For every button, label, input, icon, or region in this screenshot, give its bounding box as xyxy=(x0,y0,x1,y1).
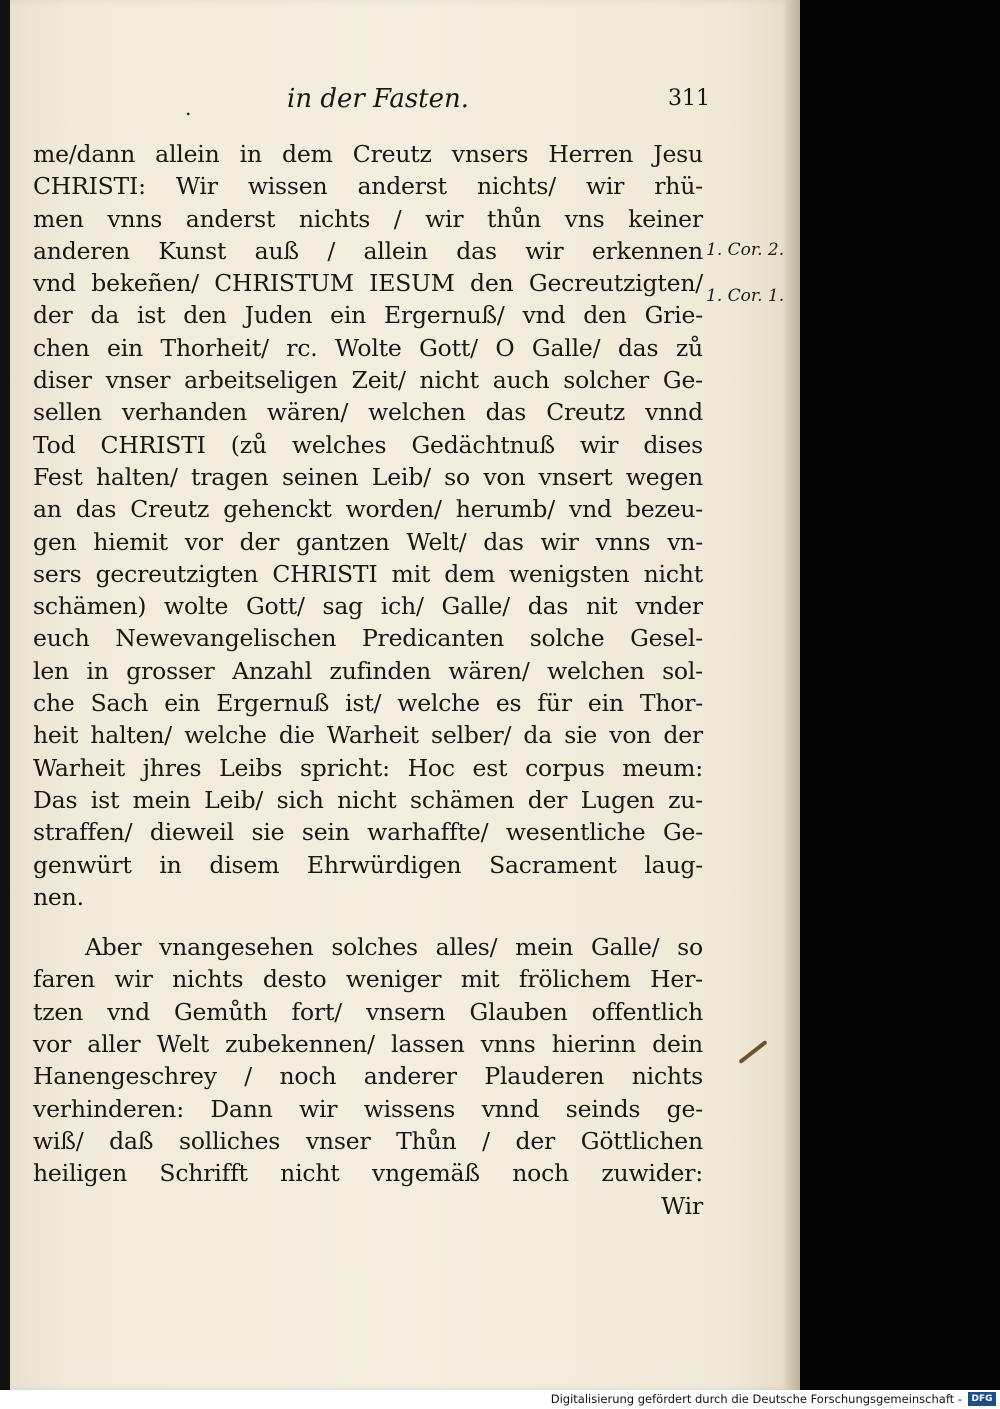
word: Thorheit/ xyxy=(160,333,269,362)
word: Creutz xyxy=(546,398,626,427)
word: vnder xyxy=(635,592,703,621)
paragraph-gap xyxy=(33,913,703,931)
text-line xyxy=(33,1060,703,1092)
word: thůn xyxy=(486,204,542,233)
word: rc. xyxy=(286,333,318,362)
text-line xyxy=(33,1093,703,1125)
word: erkennen xyxy=(591,236,703,265)
text-line xyxy=(33,461,703,493)
word: bezeu- xyxy=(625,495,703,524)
word: vor xyxy=(184,527,223,556)
word: / xyxy=(482,1126,490,1155)
word: Gedächtnuß xyxy=(411,430,555,459)
word: halten/ xyxy=(96,462,178,491)
word: ge- xyxy=(666,1094,703,1123)
word: Gecreutzigten/ xyxy=(528,269,703,298)
word: verhanden xyxy=(121,398,247,427)
word: mein xyxy=(515,933,574,962)
word: gantzen xyxy=(295,527,390,556)
word: sich xyxy=(276,785,324,814)
word: mit xyxy=(391,559,431,588)
word: das xyxy=(75,495,117,524)
text-line xyxy=(33,203,703,235)
word: wären/ xyxy=(266,398,349,427)
word: Creutz xyxy=(130,495,210,524)
word: vns xyxy=(564,204,605,233)
word: welches xyxy=(291,430,387,459)
word: alles/ xyxy=(435,933,498,962)
word: sie xyxy=(251,818,285,847)
word: verhinderen: xyxy=(33,1094,184,1123)
word: men xyxy=(33,204,84,233)
footer-bar xyxy=(0,1390,1000,1409)
word: wir xyxy=(540,527,579,556)
word: Glauben xyxy=(469,997,568,1026)
word: wären/ xyxy=(448,656,530,685)
word: vnser xyxy=(105,366,171,395)
word: Zeit/ xyxy=(351,366,406,395)
word: worden/ xyxy=(345,495,442,524)
word: Thůn xyxy=(396,1126,457,1155)
word: nit xyxy=(586,592,618,621)
word: da xyxy=(90,301,120,330)
word: dein xyxy=(652,1030,703,1059)
word: corpus xyxy=(525,753,605,782)
text-line xyxy=(33,752,703,784)
word: wissen xyxy=(247,172,328,201)
word: sers xyxy=(33,559,82,588)
word: solches xyxy=(331,933,418,962)
word: wiß/ xyxy=(33,1126,84,1155)
word: vngemäß xyxy=(371,1159,480,1188)
margin-note-1: 1. Cor. 2. xyxy=(706,240,785,260)
word: heit xyxy=(33,721,79,750)
word: genwürt xyxy=(33,850,132,879)
word: gecreutzigten xyxy=(95,559,259,588)
word: che xyxy=(33,689,75,718)
word: noch xyxy=(279,1062,337,1091)
word: faren xyxy=(33,965,95,994)
body-text xyxy=(33,138,703,1222)
word: das xyxy=(456,236,497,265)
word: seinds xyxy=(565,1094,641,1123)
word: / xyxy=(393,204,402,233)
word: Wolte xyxy=(335,333,402,362)
word: vnns xyxy=(595,527,651,556)
word: diser xyxy=(33,366,92,395)
word: Kunst xyxy=(158,236,227,265)
word: Gemůth xyxy=(173,997,268,1026)
word: Jesu xyxy=(653,140,703,168)
word: ist/ xyxy=(345,689,382,718)
word: mit xyxy=(460,965,500,994)
word: Ge- xyxy=(662,366,703,395)
word: dieweil xyxy=(149,818,234,847)
word: straffen/ xyxy=(33,818,133,847)
word: jhres xyxy=(142,753,202,782)
text-line xyxy=(33,719,703,751)
word: Dann xyxy=(210,1094,273,1123)
word: zufinden xyxy=(329,656,431,685)
word: keiner xyxy=(628,204,703,233)
text-line xyxy=(33,784,703,816)
word: ist xyxy=(90,785,120,814)
word: euch xyxy=(33,624,90,653)
word: Ge- xyxy=(662,818,703,847)
word: hiemit xyxy=(93,527,168,556)
word: wesentliche xyxy=(505,818,646,847)
word: anderst xyxy=(185,204,276,233)
word: (zů xyxy=(230,430,267,459)
word: vnnd xyxy=(645,398,703,427)
word: Galle/ xyxy=(590,933,660,962)
text-line xyxy=(33,170,703,202)
text-line xyxy=(33,996,703,1028)
word: wir xyxy=(425,204,464,233)
word: ich/ xyxy=(380,592,424,621)
text-line xyxy=(33,1157,703,1189)
word: Juden xyxy=(244,301,313,330)
word: grosser xyxy=(126,656,215,685)
word: Wir xyxy=(175,172,218,201)
text-line xyxy=(33,299,703,331)
word: sag xyxy=(322,592,363,621)
word: CHRISTI: xyxy=(33,172,146,201)
scan-border-left xyxy=(0,0,10,1392)
header-dot: . xyxy=(185,96,192,120)
text-line xyxy=(33,816,703,848)
word: gen xyxy=(33,527,77,556)
word: von xyxy=(483,462,526,491)
word: auß xyxy=(254,236,299,265)
text-line xyxy=(33,881,703,913)
word: Schrifft xyxy=(159,1159,248,1188)
word: in xyxy=(239,140,262,168)
text-line xyxy=(33,396,703,428)
word: fort/ xyxy=(291,997,342,1026)
word: der xyxy=(515,1126,556,1155)
word: disem xyxy=(209,850,280,879)
page-number: 311 xyxy=(668,86,710,111)
word: Her- xyxy=(650,965,703,994)
word: dises xyxy=(643,430,703,459)
word: laug- xyxy=(644,850,703,879)
word: wir xyxy=(114,965,153,994)
word: das xyxy=(483,527,524,556)
word: / xyxy=(327,236,336,265)
word: das xyxy=(527,592,569,621)
word: den xyxy=(469,269,514,298)
word: allein xyxy=(363,236,428,265)
word: vnd xyxy=(33,269,76,298)
word: ein xyxy=(164,689,201,718)
word: heiligen xyxy=(33,1159,128,1188)
word: welchen xyxy=(368,398,466,427)
word: Göttlichen xyxy=(580,1126,703,1155)
word: Ergernuß/ xyxy=(383,301,505,330)
word: Hanengeschrey xyxy=(33,1062,217,1091)
word: sellen xyxy=(33,398,102,427)
text-line xyxy=(33,931,703,963)
text-line xyxy=(33,429,703,461)
text-line xyxy=(33,655,703,687)
word: den xyxy=(583,301,627,330)
word: Ehrwürdigen xyxy=(306,850,462,879)
word: welche xyxy=(397,689,480,718)
word: aller xyxy=(87,1030,141,1059)
catchword-line xyxy=(33,1190,703,1222)
word: anderst xyxy=(357,172,447,201)
word: auch xyxy=(492,366,550,395)
word: arbeitseligen xyxy=(184,366,338,395)
word: CHRISTI xyxy=(100,430,206,459)
word: welche xyxy=(184,721,267,750)
catchword: Wir xyxy=(661,1191,703,1220)
word: nichts/ xyxy=(476,172,556,201)
word: Welt/ xyxy=(406,527,467,556)
word: von xyxy=(609,721,652,750)
word: selber/ xyxy=(431,721,512,750)
word: das xyxy=(485,398,527,427)
word: herumb/ xyxy=(455,495,555,524)
word: nicht xyxy=(643,559,703,588)
word: Ergernuß xyxy=(216,689,330,718)
word: Welt xyxy=(156,1030,209,1059)
word: wir xyxy=(579,430,619,459)
word: Tod xyxy=(33,430,76,459)
word: in xyxy=(86,656,109,685)
word: Leib/ xyxy=(371,462,431,491)
word: so xyxy=(444,462,470,491)
word: daß xyxy=(109,1126,154,1155)
word: nicht xyxy=(419,366,479,395)
word: so xyxy=(677,933,703,962)
text-line xyxy=(33,687,703,719)
word: gehenckt xyxy=(223,495,332,524)
word: halten/ xyxy=(90,721,173,750)
text-line xyxy=(33,558,703,590)
word: die xyxy=(278,721,315,750)
word: Lugen xyxy=(580,785,655,814)
word: es xyxy=(495,689,522,718)
word: nen. xyxy=(33,882,84,911)
word: dem xyxy=(444,559,495,588)
word: ein xyxy=(587,689,624,718)
word: Fest xyxy=(33,462,83,491)
word: Hoc xyxy=(407,753,455,782)
word: der xyxy=(663,721,703,750)
word: Newevangelischen xyxy=(115,624,337,653)
word: der xyxy=(239,527,280,556)
word: rhü- xyxy=(654,172,703,201)
word: seinen xyxy=(281,462,359,491)
word: Gott/ xyxy=(419,333,478,362)
word: Galle/ xyxy=(441,592,510,621)
word: / xyxy=(244,1062,253,1091)
word: nichts xyxy=(298,204,371,233)
word: zů xyxy=(675,333,703,362)
page-edge xyxy=(786,0,800,1390)
word: schämen xyxy=(409,785,515,814)
word: zu- xyxy=(668,785,703,814)
word: Herren xyxy=(548,140,634,168)
word: ein xyxy=(107,333,143,362)
word: wolte xyxy=(164,592,229,621)
word: Leibs xyxy=(219,753,283,782)
page-header xyxy=(10,82,790,122)
word: solcher xyxy=(563,366,650,395)
word: warhaffte/ xyxy=(367,818,489,847)
word: solliches xyxy=(178,1126,281,1155)
word: Galle/ xyxy=(531,333,601,362)
text-line xyxy=(33,622,703,654)
text-line xyxy=(33,1125,703,1157)
word: Aber xyxy=(85,933,142,962)
margin-note-2: 1. Cor. 1. xyxy=(706,286,785,306)
dfg-logo: DFG xyxy=(968,1392,996,1406)
word: für xyxy=(537,689,572,718)
word: len xyxy=(33,656,69,685)
word: wir xyxy=(299,1094,338,1123)
word: sol- xyxy=(662,656,703,685)
word: nicht xyxy=(280,1159,340,1188)
word: vnns xyxy=(480,1030,536,1059)
word: nichts xyxy=(631,1062,703,1091)
word: nichts xyxy=(172,965,244,994)
word: Gott/ xyxy=(245,592,305,621)
word: IESUM xyxy=(369,269,455,298)
word: bekeñen/ xyxy=(91,269,199,298)
word: Plauderen xyxy=(484,1062,605,1091)
word: hierinn xyxy=(551,1030,636,1059)
word: vnangesehen xyxy=(159,933,314,962)
word: vnsert xyxy=(538,462,613,491)
word: solche xyxy=(529,624,605,653)
word: spricht: xyxy=(299,753,390,782)
text-line xyxy=(33,849,703,881)
word: Sach xyxy=(90,689,149,718)
word: desto xyxy=(262,965,327,994)
word: vnd xyxy=(569,495,612,524)
word: Thor- xyxy=(639,689,703,718)
text-line xyxy=(33,364,703,396)
word: Sacrament xyxy=(489,850,617,879)
word: in xyxy=(159,850,182,879)
word: Creutz xyxy=(352,140,432,168)
word: est xyxy=(472,753,508,782)
word: lassen xyxy=(391,1030,465,1059)
scan-background xyxy=(800,0,1000,1390)
word: vnd xyxy=(522,301,566,330)
word: vnser xyxy=(305,1126,371,1155)
word: offentlich xyxy=(591,997,703,1026)
word: Warheit xyxy=(326,721,419,750)
word: dem xyxy=(282,140,333,168)
word: zubekennen/ xyxy=(225,1030,375,1059)
word: zuwider: xyxy=(601,1159,703,1188)
word: Das xyxy=(33,785,78,814)
word: Leib/ xyxy=(204,785,264,814)
word: wegen xyxy=(625,462,703,491)
word: schämen) xyxy=(33,592,147,621)
word: allein xyxy=(155,140,220,168)
word: wir xyxy=(525,236,564,265)
word: der xyxy=(33,301,73,330)
word: CHRISTI xyxy=(272,559,378,588)
word: vn- xyxy=(667,527,703,556)
word: an xyxy=(33,495,62,524)
word: vor xyxy=(33,1030,72,1059)
text-line xyxy=(33,332,703,364)
word: mein xyxy=(132,785,191,814)
word: ein xyxy=(330,301,367,330)
word: welchen xyxy=(547,656,645,685)
word: Grie- xyxy=(644,301,703,330)
word: vnsern xyxy=(365,997,446,1026)
word: vnd xyxy=(107,997,150,1026)
word: der xyxy=(527,785,568,814)
word: wir xyxy=(585,172,625,201)
text-line xyxy=(33,1028,703,1060)
text-line xyxy=(33,235,703,267)
word: da xyxy=(523,721,553,750)
word: Gesel- xyxy=(630,624,703,653)
word: tragen xyxy=(191,462,269,491)
word: anderen xyxy=(33,236,130,265)
word: vnns xyxy=(107,204,163,233)
text-line xyxy=(33,526,703,558)
word: wenigsten xyxy=(509,559,630,588)
word: anderer xyxy=(363,1062,457,1091)
word: tzen xyxy=(33,997,84,1026)
text-line xyxy=(33,590,703,622)
text-line xyxy=(33,267,703,299)
text-line xyxy=(33,963,703,995)
word: Warheit xyxy=(33,753,125,782)
word: frölichem xyxy=(518,965,631,994)
word: me/dann xyxy=(33,140,136,168)
word: O xyxy=(495,333,515,362)
word: das xyxy=(617,333,659,362)
word: meum: xyxy=(622,753,703,782)
word: vnnd xyxy=(481,1094,540,1123)
word: den xyxy=(183,301,227,330)
word: noch xyxy=(512,1159,569,1188)
word: chen xyxy=(33,333,90,362)
word: ist xyxy=(136,301,166,330)
footer-credit: Digitalisierung gefördert durch die Deutsche Forschungsgemeinschaft - xyxy=(550,1392,962,1406)
text-line xyxy=(33,493,703,525)
text-line xyxy=(33,138,703,170)
word: wissens xyxy=(363,1094,456,1123)
word: weniger xyxy=(345,965,442,994)
running-title: in der Fasten. xyxy=(287,84,470,114)
word: sie xyxy=(564,721,598,750)
word: sein xyxy=(301,818,350,847)
word: Anzahl xyxy=(232,656,313,685)
word: Predicanten xyxy=(361,624,505,653)
word: nicht xyxy=(337,785,397,814)
word: CHRISTUM xyxy=(214,269,354,298)
word: vnsers xyxy=(451,140,529,168)
